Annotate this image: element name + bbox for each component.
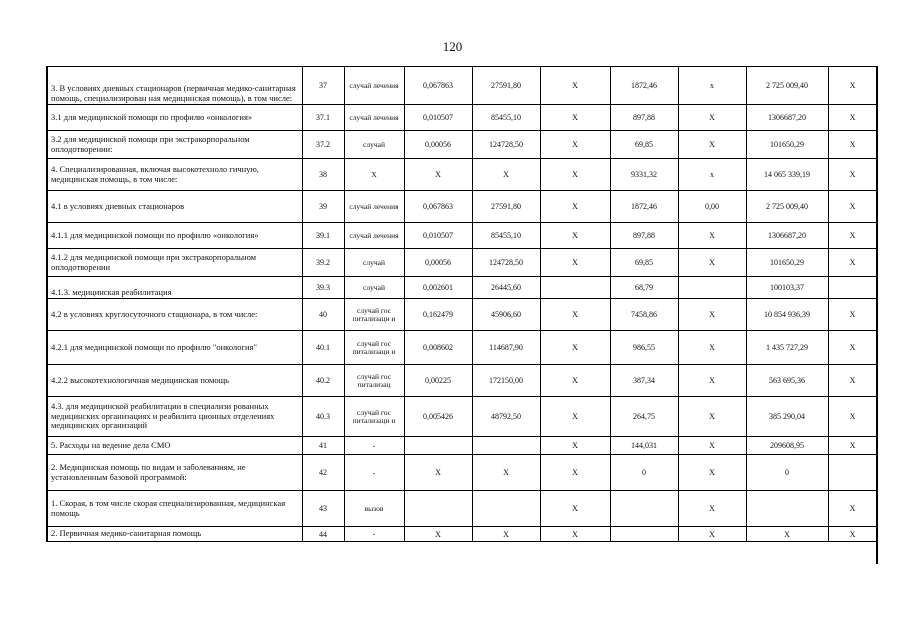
row-norm-cell: 27591,80 <box>472 67 540 105</box>
row-per-capita-cell: 9331,32 <box>610 159 678 191</box>
row-col-x-cell: X <box>540 299 610 331</box>
row-total-cell: X <box>746 527 828 542</box>
row-col-x3-cell: X <box>828 67 877 105</box>
row-code-cell: 39.1 <box>302 223 344 249</box>
row-name-cell: 4.2 в условиях круглосуточного стационара, в том числе: <box>47 299 302 331</box>
row-norm-cell: X <box>472 527 540 542</box>
row-per-capita-cell: 897,88 <box>610 223 678 249</box>
row-norm-cell: 114687,90 <box>472 331 540 365</box>
row-col-x3-cell: X <box>828 437 877 455</box>
row-name-cell: 4.2.2 высокотехнологичная медицинская помощь <box>47 365 302 397</box>
row-rate-cell: 0,010507 <box>404 105 472 131</box>
row-per-capita-cell: 68,79 <box>610 277 678 299</box>
row-rate-cell: 0,00056 <box>404 131 472 159</box>
table-row <box>47 105 877 131</box>
row-col-x-cell: X <box>540 223 610 249</box>
row-code-cell: 39.2 <box>302 249 344 277</box>
row-unit-cell: - <box>344 527 404 542</box>
row-col-x-cell: X <box>540 331 610 365</box>
row-col-x-cell: X <box>540 365 610 397</box>
row-norm-cell: 26445,60 <box>472 277 540 299</box>
row-code-cell: 40.3 <box>302 397 344 437</box>
row-per-capita-cell: 264,75 <box>610 397 678 437</box>
table-row <box>47 331 877 365</box>
row-rate-cell <box>404 437 472 455</box>
row-norm-cell: 45906,60 <box>472 299 540 331</box>
row-rate-cell: 0,005426 <box>404 397 472 437</box>
row-per-capita-cell: 897,88 <box>610 105 678 131</box>
row-code-cell: 42 <box>302 455 344 491</box>
row-rate-cell: 0,002601 <box>404 277 472 299</box>
row-col-x2-cell: 0,00 <box>678 191 746 223</box>
row-total-cell: 100103,37 <box>746 277 828 299</box>
row-col-x-cell: X <box>540 527 610 542</box>
row-name-cell: 4.1.3. медицинская реабилитация <box>47 277 302 299</box>
row-norm-cell: X <box>472 159 540 191</box>
row-rate-cell: 0,00056 <box>404 249 472 277</box>
row-unit-cell: случай гос питализаци и <box>344 397 404 437</box>
row-rate-cell: X <box>404 159 472 191</box>
table-row <box>47 223 877 249</box>
row-rate-cell: 0,008602 <box>404 331 472 365</box>
row-rate-cell: 0,067863 <box>404 191 472 223</box>
table-row <box>47 191 877 223</box>
row-unit-cell: вызов <box>344 491 404 527</box>
row-total-cell: 2 725 009,40 <box>746 67 828 105</box>
row-per-capita-cell <box>610 527 678 542</box>
row-total-cell: 10 854 936,39 <box>746 299 828 331</box>
row-col-x3-cell: X <box>828 527 877 542</box>
row-unit-cell: случай лечения <box>344 105 404 131</box>
row-norm-cell: X <box>472 455 540 491</box>
row-rate-cell: 0,162479 <box>404 299 472 331</box>
row-col-x3-cell: X <box>828 159 877 191</box>
row-code-cell: 38 <box>302 159 344 191</box>
row-col-x2-cell: X <box>678 527 746 542</box>
table-right-border <box>876 66 878 564</box>
row-per-capita-cell: 1872,46 <box>610 191 678 223</box>
row-norm-cell: 27591,80 <box>472 191 540 223</box>
row-total-cell: 1306687,20 <box>746 223 828 249</box>
row-col-x-cell: X <box>540 159 610 191</box>
row-col-x2-cell: X <box>678 365 746 397</box>
row-rate-cell: 0,00225 <box>404 365 472 397</box>
row-norm-cell <box>472 491 540 527</box>
row-total-cell: 101650,29 <box>746 131 828 159</box>
row-name-cell: 5. Расходы на ведение дела СМО <box>47 437 302 455</box>
row-rate-cell: X <box>404 527 472 542</box>
row-unit-cell: случай гос питализац <box>344 365 404 397</box>
row-norm-cell: 85455,10 <box>472 223 540 249</box>
row-unit-cell: X <box>344 159 404 191</box>
row-name-cell: 3.2 для медицинской помощи при экстракорпоральном оплодотворении: <box>47 131 302 159</box>
row-total-cell: 1306687,20 <box>746 105 828 131</box>
row-col-x2-cell: X <box>678 223 746 249</box>
row-total-cell: 101650,29 <box>746 249 828 277</box>
row-total-cell: 563 695,36 <box>746 365 828 397</box>
row-norm-cell: 85455,10 <box>472 105 540 131</box>
row-col-x-cell: X <box>540 455 610 491</box>
row-name-cell: 4. Специализированная, включая высокотехноло гичную, медицинская помощь, в том числе: <box>47 159 302 191</box>
row-unit-cell: случай лечения <box>344 223 404 249</box>
row-code-cell: 40 <box>302 299 344 331</box>
row-col-x2-cell: X <box>678 299 746 331</box>
row-rate-cell: X <box>404 455 472 491</box>
table-row <box>47 437 877 455</box>
row-col-x3-cell: X <box>828 223 877 249</box>
row-code-cell: 37.2 <box>302 131 344 159</box>
row-per-capita-cell: 986,55 <box>610 331 678 365</box>
row-per-capita-cell: 387,34 <box>610 365 678 397</box>
row-total-cell: 385 290,04 <box>746 397 828 437</box>
row-col-x-cell: X <box>540 437 610 455</box>
row-name-cell: 4.1.1 для медицинской помощи по профилю «онкология» <box>47 223 302 249</box>
row-rate-cell: 0,010507 <box>404 223 472 249</box>
row-col-x2-cell: X <box>678 491 746 527</box>
row-col-x3-cell: X <box>828 365 877 397</box>
row-norm-cell: 124728,50 <box>472 249 540 277</box>
row-name-cell: 4.1.2 для медицинской помощи при экстракорпоральном оплодотворении <box>47 249 302 277</box>
row-code-cell: 37 <box>302 67 344 105</box>
row-unit-cell: случай лечения <box>344 67 404 105</box>
row-code-cell: 40.2 <box>302 365 344 397</box>
row-col-x3-cell: X <box>828 299 877 331</box>
row-code-cell: 39.3 <box>302 277 344 299</box>
row-col-x3-cell: X <box>828 491 877 527</box>
row-col-x3-cell: X <box>828 249 877 277</box>
page-number: 120 <box>442 39 463 54</box>
row-unit-cell: случай лечения <box>344 191 404 223</box>
table-row <box>47 455 877 491</box>
row-name-cell: 2. Первичная медико-санитарная помощь <box>47 527 302 542</box>
row-name-cell: 3. В условиях дневных стационаров (первичная медико-санитарная помощь, специализирован ная медицинская помощь), в том числе: <box>47 67 302 105</box>
row-col-x2-cell: X <box>678 105 746 131</box>
row-per-capita-cell: 69,85 <box>610 249 678 277</box>
financing-table-grid <box>46 66 878 542</box>
row-col-x-cell: X <box>540 105 610 131</box>
row-per-capita-cell: 7458,86 <box>610 299 678 331</box>
table-row <box>47 491 877 527</box>
row-unit-cell: - <box>344 437 404 455</box>
row-total-cell: 209608,95 <box>746 437 828 455</box>
row-col-x2-cell: X <box>678 131 746 159</box>
row-col-x3-cell: X <box>828 131 877 159</box>
row-rate-cell: 0,067863 <box>404 67 472 105</box>
row-unit-cell: случай <box>344 277 404 299</box>
row-name-cell: 4.1 в условиях дневных стационаров <box>47 191 302 223</box>
row-code-cell: 39 <box>302 191 344 223</box>
table-row <box>47 159 877 191</box>
row-col-x-cell: X <box>540 249 610 277</box>
row-col-x2-cell <box>678 277 746 299</box>
row-code-cell: 40.1 <box>302 331 344 365</box>
row-norm-cell <box>472 437 540 455</box>
row-total-cell: 0 <box>746 455 828 491</box>
row-col-x-cell: X <box>540 491 610 527</box>
row-per-capita-cell: 0 <box>610 455 678 491</box>
row-per-capita-cell: 1872,46 <box>610 67 678 105</box>
row-total-cell <box>746 491 828 527</box>
row-unit-cell: случай гос питализаци и <box>344 331 404 365</box>
row-total-cell: 14 065 339,19 <box>746 159 828 191</box>
table-row <box>47 277 877 299</box>
financing-table <box>46 66 878 542</box>
row-unit-cell: случай гос питализаци и <box>344 299 404 331</box>
row-col-x2-cell: X <box>678 437 746 455</box>
row-col-x-cell: X <box>540 131 610 159</box>
row-col-x3-cell <box>828 455 877 491</box>
row-name-cell: 4.3. для медицинской реабилитации в специализи рованных медицинских организациях и реабилита ционных отделениях медицинских организаций <box>47 397 302 437</box>
row-total-cell: 2 725 009,40 <box>746 191 828 223</box>
row-col-x-cell: X <box>540 67 610 105</box>
row-total-cell: 1 435 727,29 <box>746 331 828 365</box>
row-col-x-cell: X <box>540 191 610 223</box>
row-norm-cell: 172150,00 <box>472 365 540 397</box>
row-per-capita-cell: 69,85 <box>610 131 678 159</box>
row-col-x3-cell <box>828 277 877 299</box>
table-row <box>47 299 877 331</box>
row-col-x2-cell: X <box>678 455 746 491</box>
row-col-x2-cell: X <box>678 249 746 277</box>
row-code-cell: 37.1 <box>302 105 344 131</box>
row-norm-cell: 48792,50 <box>472 397 540 437</box>
row-code-cell: 44 <box>302 527 344 542</box>
table-row <box>47 67 877 105</box>
row-norm-cell: 124728,50 <box>472 131 540 159</box>
row-name-cell: 1. Скорая, в том числе скорая специализированная, медицинская помощь <box>47 491 302 527</box>
row-col-x-cell <box>540 277 610 299</box>
row-col-x2-cell: X <box>678 331 746 365</box>
row-col-x3-cell: X <box>828 397 877 437</box>
row-col-x3-cell: X <box>828 105 877 131</box>
row-col-x2-cell: x <box>678 67 746 105</box>
row-col-x2-cell: x <box>678 159 746 191</box>
row-code-cell: 41 <box>302 437 344 455</box>
row-code-cell: 43 <box>302 491 344 527</box>
row-col-x-cell: X <box>540 397 610 437</box>
row-col-x3-cell: X <box>828 191 877 223</box>
row-per-capita-cell <box>610 491 678 527</box>
table-row <box>47 249 877 277</box>
table-row <box>47 365 877 397</box>
row-name-cell: 3.1 для медицинской помощи по профилю «онкология» <box>47 105 302 131</box>
row-unit-cell: - <box>344 455 404 491</box>
row-per-capita-cell: 144,031 <box>610 437 678 455</box>
row-unit-cell: случай <box>344 131 404 159</box>
row-name-cell: 4.2.1 для медицинской помощи по профилю "онкология" <box>47 331 302 365</box>
row-rate-cell <box>404 491 472 527</box>
row-col-x3-cell: X <box>828 331 877 365</box>
table-row <box>47 527 877 542</box>
row-col-x2-cell: X <box>678 397 746 437</box>
row-unit-cell: случай <box>344 249 404 277</box>
row-name-cell: 2. Медицинская помощь по видам и заболеваниям, не установленным базовой программой: <box>47 455 302 491</box>
table-row <box>47 397 877 437</box>
table-row <box>47 131 877 159</box>
